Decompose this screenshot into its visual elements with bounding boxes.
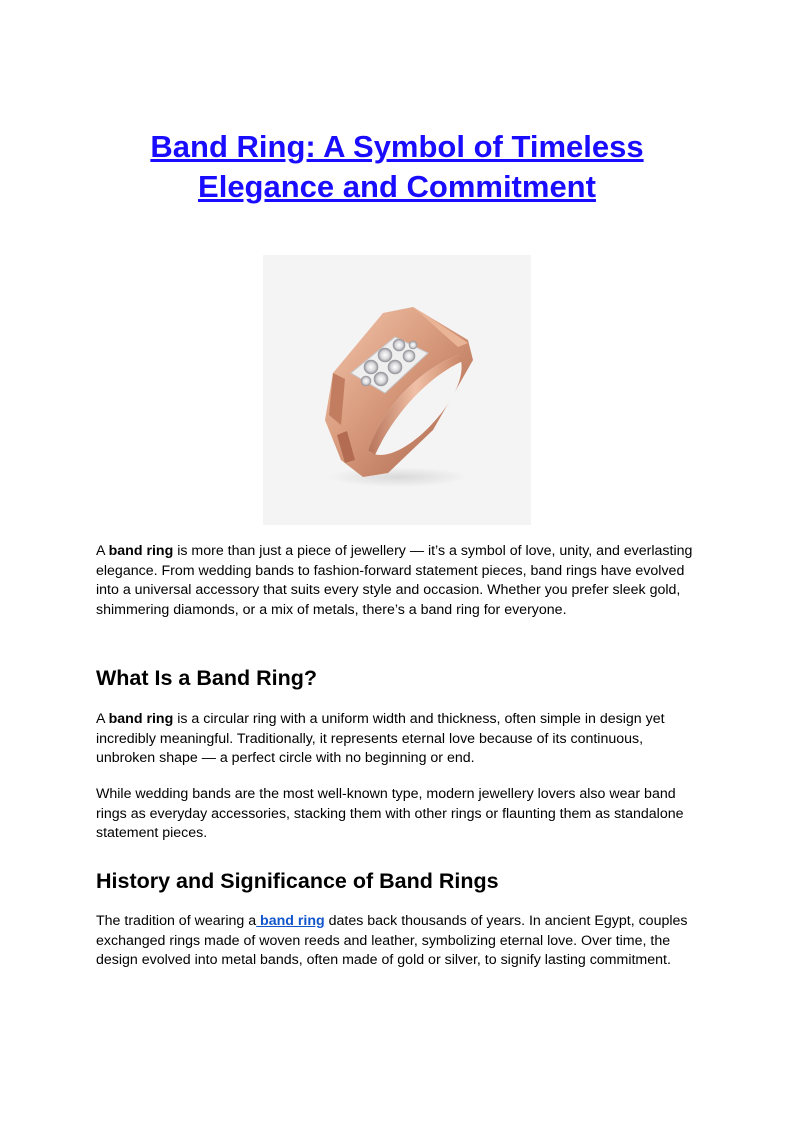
article-title[interactable]: [96, 127, 698, 207]
section1-paragraph-1: A band ring is a circular ring with a uniform width and thickness, often simple in design yet incredibly meaningful. Traditionally, it represents eternal love because of its continuous, unbroken shape — a perfect circle with no beginning or end.: [96, 711, 665, 767]
section-heading-what-is: What Is a Band Ring?: [96, 666, 317, 690]
bold-keyword: band ring: [108, 543, 174, 559]
title-line-1[interactable]: Band Ring: A Symbol of Timeless: [150, 129, 644, 164]
section1-paragraph-2: While wedding bands are the most well-known type, modern jewellery lovers also wear band rings as everyday accessories, stacking them with other rings or flaunting them as standalone statement pieces.: [96, 786, 684, 842]
section2-paragraph-1: The tradition of wearing a band ring dates back thousands of years. In ancient Egypt, couples exchanged rings made of woven reeds and leather, symbolizing eternal love. Over time, the design evolved into metal bands, often made of gold or silver, to signify lasting commitment.: [96, 913, 688, 969]
band-ring-product-image: [263, 255, 531, 525]
title-line-2[interactable]: Elegance and Commitment: [198, 169, 596, 204]
bold-keyword: band ring: [108, 711, 174, 727]
section-heading-history: History and Significance of Band Rings: [96, 869, 499, 893]
band-ring-link[interactable]: band ring: [256, 913, 325, 929]
intro-paragraph: A band ring is more than just a piece of jewellery — it’s a symbol of love, unity, and everlasting elegance. From wedding bands to fashion-forward statement pieces, band rings have evolved into a universal accessory that suits every style and occasion. Whether you prefer sleek gold, shimmering diamonds, or a mix of metals, there’s a band ring for everyone.: [96, 543, 693, 618]
rose-gold-diamond-band-ring-image: [263, 255, 531, 525]
